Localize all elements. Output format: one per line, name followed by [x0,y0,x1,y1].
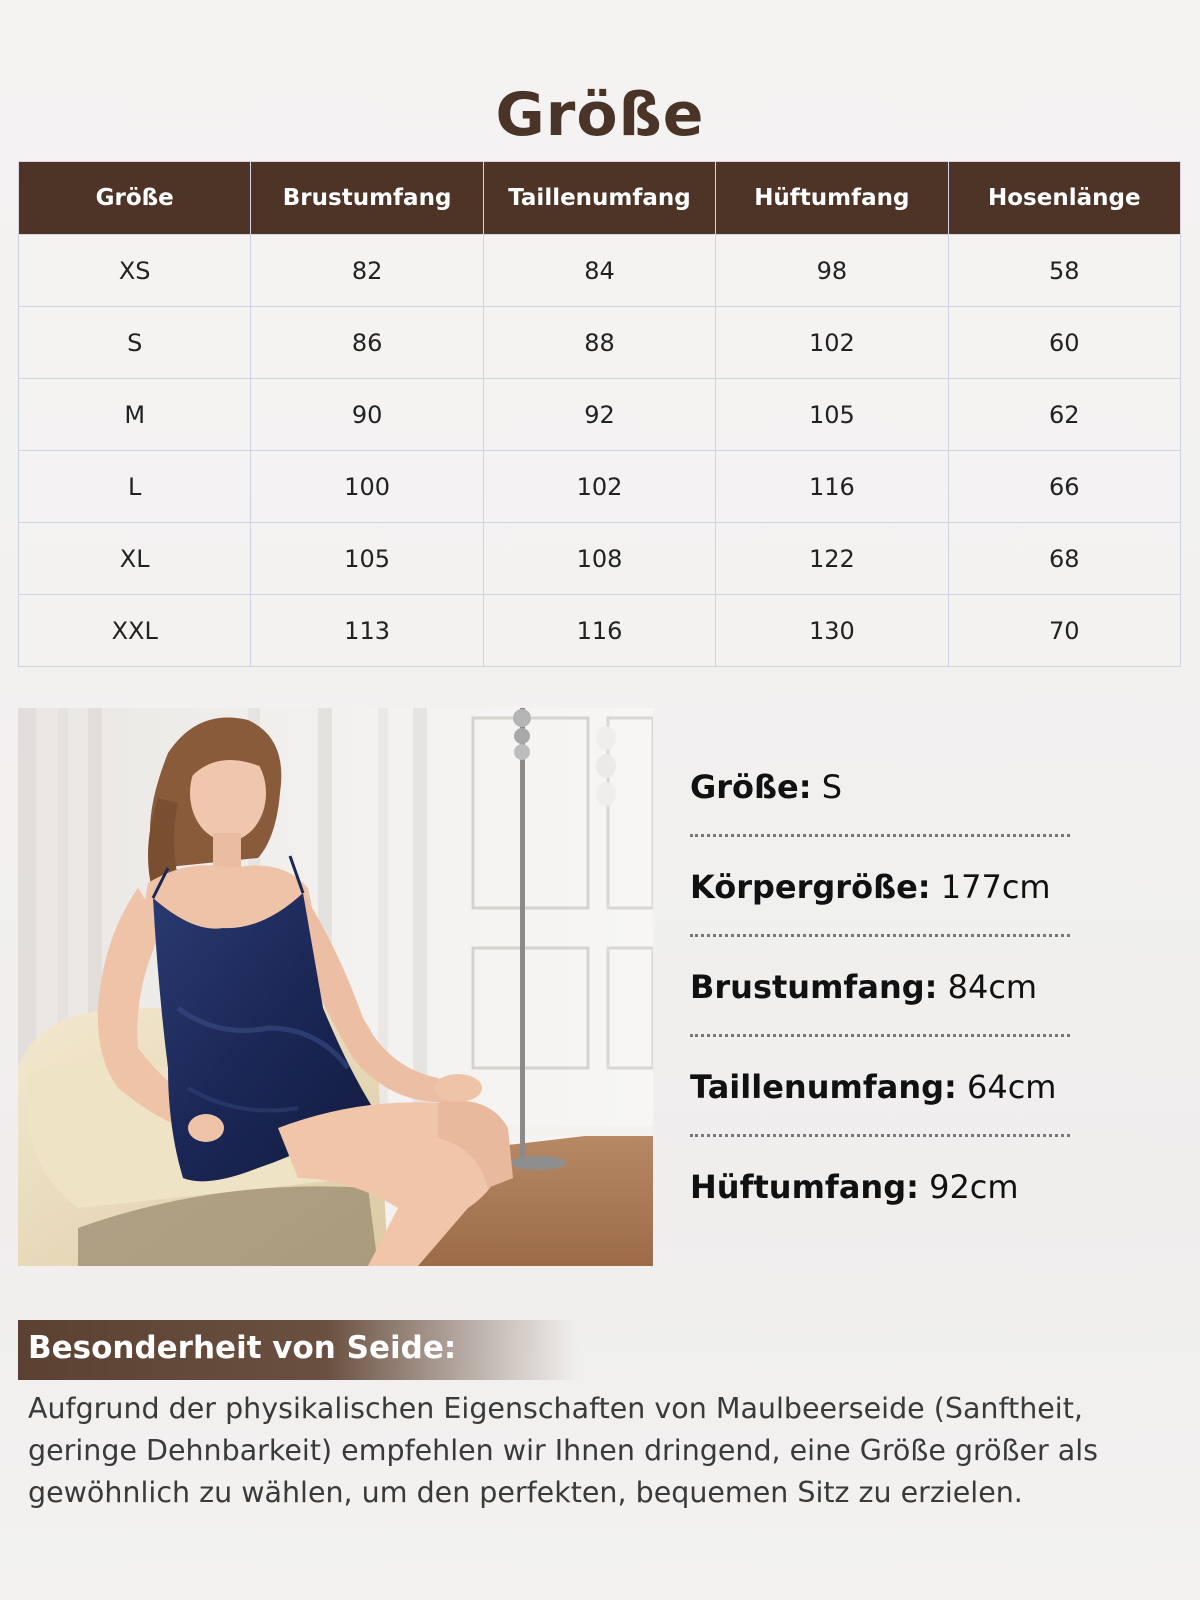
table-cell: 70 [948,595,1180,667]
dotted-divider [690,1034,1070,1037]
header-taillenumfang: Taillenumfang [483,162,715,235]
info-label: Größe: [690,768,812,806]
silk-note-text: Aufgrund der physikalischen Eigenschaften von Maulbeerseide (Sanftheit, geringe Dehnbarkeit) empfehlen wir Ihnen dringend, eine Größe größer als gewöhnlich zu wählen, um den perfekten, bequemen Sitz zu erzielen. [28,1392,1099,1509]
model-height-row [690,860,1090,960]
size-table-header-row [19,162,1181,235]
model-info [690,760,1090,1260]
dotted-divider [690,934,1070,937]
table-cell: 86 [251,307,483,379]
table-cell: XXL [19,595,251,667]
table-cell: 130 [716,595,948,667]
table-cell: 62 [948,379,1180,451]
table-cell: M [19,379,251,451]
info-label: Taillenumfang: [690,1068,957,1106]
model-illustration [18,708,653,1266]
table-cell: 116 [483,595,715,667]
table-cell: 68 [948,523,1180,595]
table-cell: 66 [948,451,1180,523]
table-cell: 122 [716,523,948,595]
table-cell: 100 [251,451,483,523]
table-cell: 84 [483,235,715,307]
table-cell: L [19,451,251,523]
table-cell: 88 [483,307,715,379]
table-row [19,307,1181,379]
table-cell: 60 [948,307,1180,379]
table-cell: 90 [251,379,483,451]
table-cell: 116 [716,451,948,523]
info-label: Brustumfang: [690,968,938,1006]
table-cell: 92 [483,379,715,451]
model-photo [18,708,653,1266]
header-hueftumfang: Hüftumfang [716,162,948,235]
silk-note-heading-band [18,1320,578,1380]
info-label: Körpergröße: [690,868,931,906]
table-cell: XL [19,523,251,595]
table-row [19,595,1181,667]
size-table [18,161,1181,667]
table-row [19,379,1181,451]
table-cell: 105 [251,523,483,595]
header-hosenlaenge: Hosenlänge [948,162,1180,235]
dotted-divider [690,1134,1070,1137]
table-cell: S [19,307,251,379]
info-value: S [821,768,843,806]
table-row [19,523,1181,595]
header-groesse: Größe [19,162,251,235]
table-cell: 102 [483,451,715,523]
table-row [19,451,1181,523]
table-row [19,235,1181,307]
table-cell: 108 [483,523,715,595]
dotted-divider [690,834,1070,837]
info-value: 64cm [966,1068,1057,1106]
table-cell: 58 [948,235,1180,307]
table-cell: 113 [251,595,483,667]
info-label: Hüftumfang: [690,1168,919,1206]
silk-note-heading: Besonderheit von Seide: [28,1330,457,1366]
model-size-row [690,760,1090,860]
table-cell: 105 [716,379,948,451]
table-cell: 82 [251,235,483,307]
table-cell: 98 [716,235,948,307]
model-waist-row [690,1060,1090,1160]
table-cell: 102 [716,307,948,379]
model-bust-row [690,960,1090,1060]
header-brustumfang: Brustumfang [251,162,483,235]
info-value: 92cm [929,1168,1019,1206]
model-hip-row [690,1160,1090,1260]
info-value: 84cm [947,968,1038,1006]
info-value: 177cm [940,868,1051,906]
table-cell: XS [19,235,251,307]
page-title: Größe [495,80,705,150]
